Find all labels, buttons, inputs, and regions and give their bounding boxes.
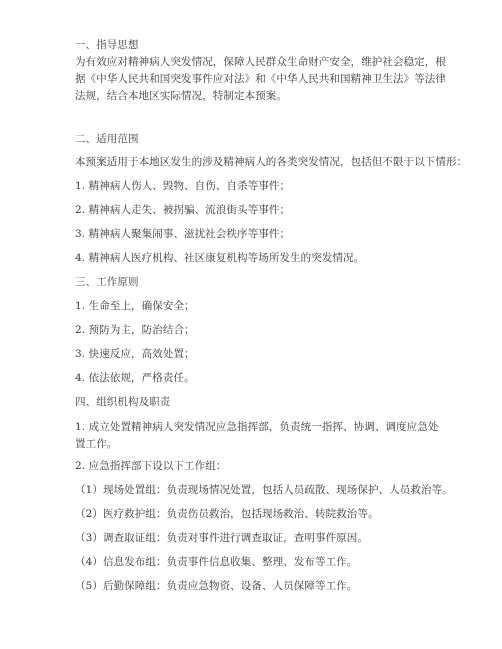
section-heading-organization: 四、组织机构及职责 [75, 396, 171, 408]
work-group-5: （5）后勤保障组：负责应急物资、设备、人员保障等工作。 [75, 580, 358, 592]
section-heading-principles: 三、工作原则 [75, 276, 139, 288]
section-heading-guiding: 一、指导思想 [75, 39, 139, 51]
work-group-4: （4）信息发布组：负责事件信息收集、整理、发布等工作。 [75, 556, 358, 568]
principle-item-2: 2. 预防为主，防治结合； [75, 324, 195, 336]
principle-item-4: 4. 依法依规，严格责任。 [75, 372, 195, 384]
scope-item-3: 3. 精神病人聚集闹事、滋扰社会秩序等事件； [75, 228, 291, 240]
scope-item-1: 1. 精神病人伤人、毁物、自伤、自杀等事件； [75, 180, 291, 192]
principle-item-3: 3. 快速反应，高效处置； [75, 348, 195, 360]
scope-item-2: 2. 精神病人走失、被拐骗、流浪街头等事件； [75, 204, 291, 216]
section-heading-scope: 二、适用范围 [75, 133, 139, 145]
principle-item-1: 1. 生命至上，确保安全； [75, 300, 195, 312]
organization-item-1: 1. 成立处置精神病人突发情况应急指挥部，负责统一指挥、协调、调度应急处置工作。 [75, 421, 439, 450]
work-group-3: （3）调查取证组：负责对事件进行调查取证，查明事件原因。 [75, 532, 368, 544]
scope-item-4: 4. 精神病人医疗机构、社区康复机构等场所发生的突发情况。 [75, 252, 365, 264]
work-group-2: （2）医疗救护组：负责伤员救治，包括现场救治、转院救治等。 [75, 508, 379, 520]
scope-intro: 本预案适用于本地区发生的涉及精神病人的各类突发情况，包括但不限于以下情形： [75, 156, 468, 168]
work-group-1: （1）现场处置组：负责现场情况处置，包括人员疏散、现场保护、人员救治等。 [75, 484, 453, 496]
organization-item-2: 2. 应急指挥部下设以下工作组： [75, 460, 227, 472]
guiding-paragraph: 为有效应对精神病人突发情况，保障人民群众生命财产安全，维护社会稳定，根据《中华人民共和国突发事件应对法》和《中华人民共和国精神卫生法》等法律法规，结合本地区实际情况，特制定本预案。 [75, 56, 446, 102]
